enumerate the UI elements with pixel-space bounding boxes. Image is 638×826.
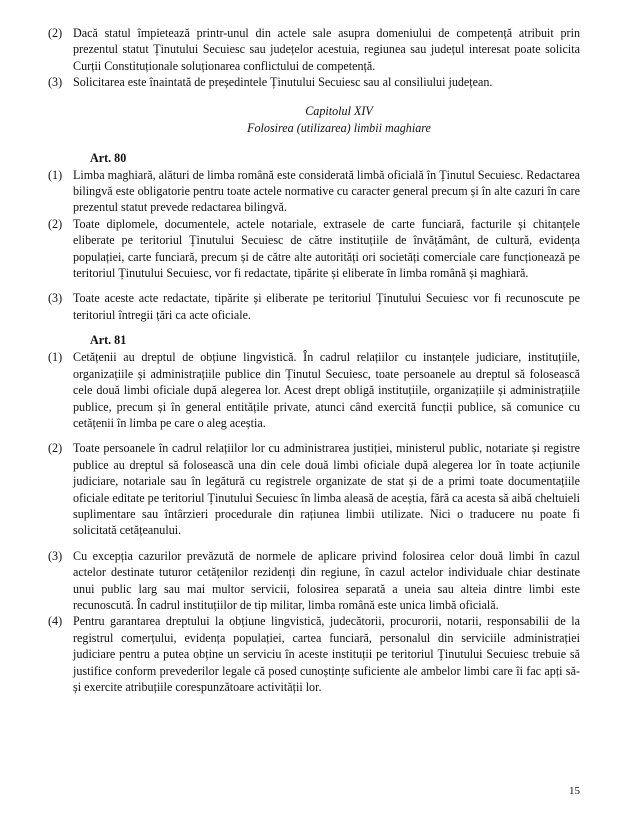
paragraph-text: Pentru garantarea dreptului la obțiune lingvistică, judecătorii, procurorii, notarii, responsabilii de la registrul comerțului, evidența populației, cartea funciară, personalul din serviciile administrației judiciare pentru a putea obține un serviciu în aceste instituții pe teritoriul Ținutului Secuiesc trebuie să justifice conform prevederilor legale că posed cunoștințe suficiente ale ambelor limbi care îi fac apți să-și exercite atribuțiile corespunzătoare activității lor. — [73, 614, 580, 694]
paragraph-text: Toate diplomele, documentele, actele notariale, extrasele de carte funciară, facturile și chitanțele eliberate pe teritoriul Ținutului Secuiesc de către instituțiile de învățământ, de cultură, evidența populației, carte funciară, precum și de către alte autorități ori societăți comerciale care funcționează pe teritoriul Ținutului Secuiesc, vor fi redactate, tipărite și eliberate în limba română și maghiară. — [73, 216, 580, 281]
paragraph-top-3 — [48, 74, 580, 90]
art81-paragraph-2 — [48, 440, 580, 538]
article-80-heading: Art. 80 — [90, 150, 127, 165]
paragraph-text: Limba maghiară, alături de limba română este considerată limbă oficială în Ținutul Secuiesc. Redactarea bilingvă este obligatorie pentru toate actele normative cu caracter general precum și în alte cazuri în care prezentul statut prevede redactarea bilingvă. — [73, 167, 580, 215]
paragraph-number: (1) — [48, 350, 63, 365]
paragraph-text: Dacă statul împietează printr-unul din actele sale asupra domeniului de competență atribuit prin prezentul statut Ținutului Secuiesc sau județelor acestuia, regiunea sau județul interesat poate solicita Curții Constituționale soluționarea conflictului de competență. — [73, 26, 580, 73]
paragraph-number: (4) — [48, 614, 63, 629]
page-number: 15 — [569, 785, 580, 797]
spacer — [48, 539, 580, 548]
paragraph-text: Cu excepția cazurilor prevăzută de normele de aplicare privind folosirea celor două limbi în cazul actelor destinate tuturor cetățenilor rezidenți din regiune, în cazul actelor individuale chiar destinate unui public larg sau mai multor servicii, folosirea separată a uneia sau alteia dintre limbi este recunoscută. În cadrul instituțiilor de tip militar, limba română este unica limbă oficială. — [73, 548, 580, 612]
art80-paragraph-1 — [48, 167, 580, 216]
paragraph-number: (2) — [48, 216, 63, 231]
art80-paragraph-2 — [48, 216, 580, 282]
spacer — [48, 91, 580, 103]
art81-paragraph-1 — [48, 349, 580, 431]
chapter-number: Capitolul XIV — [305, 103, 373, 118]
spacer — [48, 431, 580, 440]
paragraph-text: Solicitarea este înaintată de președintele Ținutului Secuiesc sau al consiliului județean. — [73, 75, 493, 90]
paragraph-number: (2) — [48, 26, 63, 40]
paragraph-number: (3) — [48, 75, 63, 90]
art81-paragraph-4 — [48, 613, 580, 695]
paragraph-top-2 — [48, 25, 580, 74]
chapter-title: Folosirea (utilizarea) limbii maghiare — [247, 121, 431, 136]
paragraph-number: (3) — [48, 548, 63, 563]
paragraph-text: Toate persoanele în cadrul relațiilor lor cu administrarea justiției, ministerul public, notariate și registre publice au dreptul să folosească una din cele două limbi oficiale după alegerea lor în toate acțiunile judiciare, notariale sau în legătură cu registrele organizate de stat și de a primi toate documentațiile oficiale editate pe teritoriul Ținutului Secuiesc în limba aleasă de aceștia, fără ca acesta să aibă cheltuieli suplimentare sau întârzieri procedurale din rațiunea limbii utilizate. Nici o traducere nu poate fi solicitată cetățeanului. — [73, 441, 580, 538]
paragraph-number: (1) — [48, 167, 63, 182]
paragraph-number: (3) — [48, 291, 63, 306]
spacer — [48, 281, 580, 290]
spacer — [48, 138, 580, 150]
art81-paragraph-3 — [48, 548, 580, 614]
spacer — [48, 323, 580, 332]
paragraph-text: Cetățenii au dreptul de obțiune lingvistică. În cadrul relațiilor cu instanțele judiciare, instituțiile, organizațiile și administrațiile publice din Ținutul Secuiesc, toate persoanele au dreptul să folosească cele două limbi oficiale după alegerea lor. Acest drept obligă instituțiile, organizațiile și administrațiile publice, precum și în general entitățile private, atunci când exercită funcții publice, să comunice cu cetățenii în limba pe care o aleg aceștia. — [73, 350, 580, 430]
article-81-heading: Art. 81 — [90, 333, 127, 348]
paragraph-text: Toate aceste acte redactate, tipărite și eliberate pe teritoriul Ținutului Secuiesc vor fi recunoscute pe teritoriul întregii țări ca acte oficiale. — [73, 291, 580, 322]
paragraph-number: (2) — [48, 441, 63, 456]
art80-paragraph-3 — [48, 290, 580, 323]
